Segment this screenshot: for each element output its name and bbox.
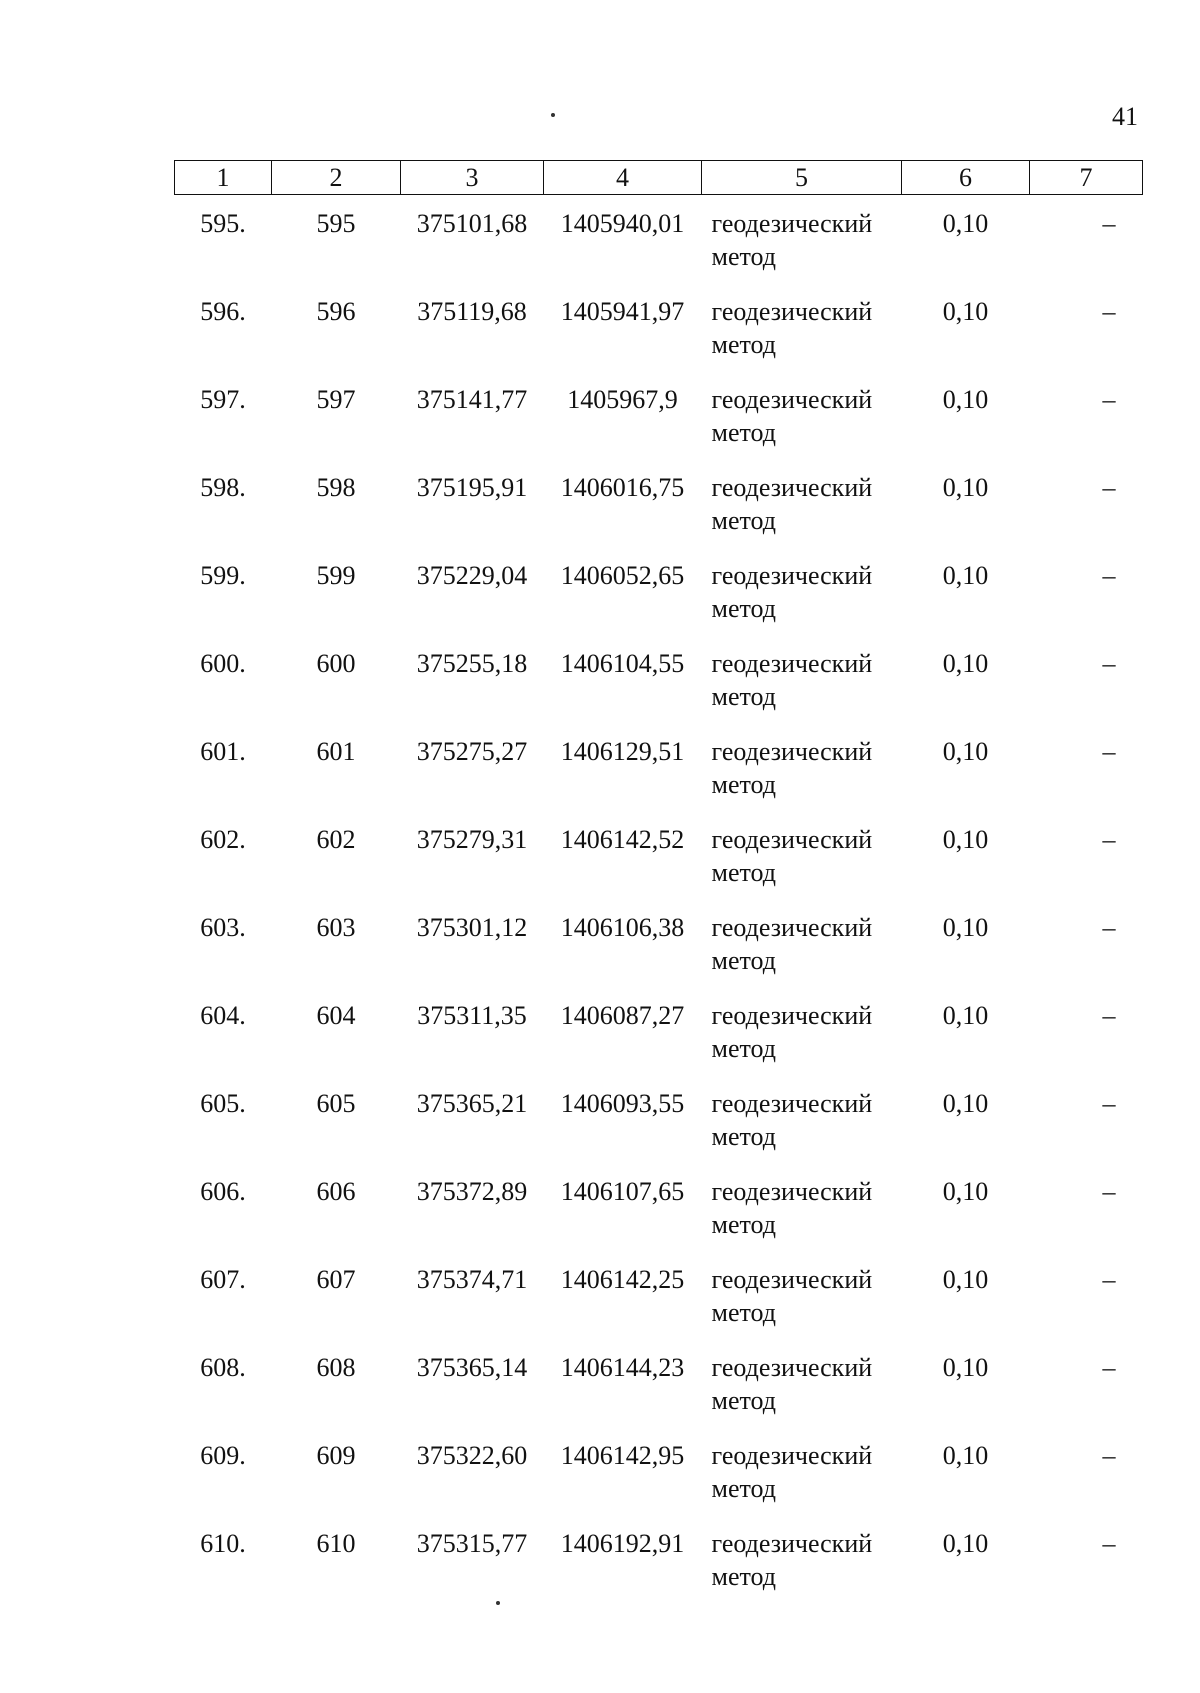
point-number-cell: 603 xyxy=(316,913,356,942)
y-coordinate-cell: 1406129,51 xyxy=(560,737,685,766)
x-coordinate-cell: 375255,18 xyxy=(416,649,528,678)
point-number-cell: 610 xyxy=(316,1529,356,1558)
table-row xyxy=(175,823,1143,911)
point-number-cell: 598 xyxy=(316,473,356,502)
x-coordinate-cell: 375365,21 xyxy=(416,1089,528,1118)
spacer-row xyxy=(175,195,1143,208)
table-row xyxy=(175,1175,1143,1263)
y-coordinate-cell: 1406192,91 xyxy=(560,1529,685,1558)
accuracy-cell: 0,10 xyxy=(942,1001,989,1030)
table-row xyxy=(175,1351,1143,1439)
table-row xyxy=(175,1439,1143,1527)
description-cell: – xyxy=(1102,1353,1116,1382)
table-row xyxy=(175,471,1143,559)
row-number-cell: 607. xyxy=(200,1265,246,1294)
point-number-cell: 596 xyxy=(316,297,356,326)
accuracy-cell: 0,10 xyxy=(942,209,989,238)
x-coordinate-cell: 375301,12 xyxy=(416,913,528,942)
table-row xyxy=(175,647,1143,735)
table-row xyxy=(175,1527,1143,1615)
x-coordinate-cell: 375372,89 xyxy=(416,1177,528,1206)
description-cell: – xyxy=(1102,561,1116,590)
point-number-cell: 599 xyxy=(316,561,356,590)
method-cell: геодезический метод xyxy=(711,737,873,799)
page-number: 41 xyxy=(1112,102,1138,131)
scan-speck xyxy=(551,113,555,117)
method-cell: геодезический метод xyxy=(711,473,873,535)
row-number-cell: 608. xyxy=(200,1353,246,1382)
accuracy-cell: 0,10 xyxy=(942,825,989,854)
row-number-cell: 604. xyxy=(200,1001,246,1030)
x-coordinate-cell: 375315,77 xyxy=(416,1529,528,1558)
method-cell: геодезический метод xyxy=(711,1353,873,1415)
column-header-3: 3 xyxy=(401,161,544,195)
y-coordinate-cell: 1406142,52 xyxy=(560,825,685,854)
y-coordinate-cell: 1406016,75 xyxy=(560,473,685,502)
method-cell: геодезический метод xyxy=(711,561,873,623)
table-row xyxy=(175,1087,1143,1175)
accuracy-cell: 0,10 xyxy=(942,913,989,942)
method-cell: геодезический метод xyxy=(711,209,873,271)
table-row xyxy=(175,735,1143,823)
header-row xyxy=(175,161,1143,195)
method-cell: геодезический метод xyxy=(711,1441,873,1503)
x-coordinate-cell: 375141,77 xyxy=(416,385,528,414)
row-number-cell: 605. xyxy=(200,1089,246,1118)
column-header-6: 6 xyxy=(902,161,1030,195)
x-coordinate-cell: 375275,27 xyxy=(416,737,528,766)
table-row xyxy=(175,559,1143,647)
point-number-cell: 607 xyxy=(316,1265,356,1294)
description-cell: – xyxy=(1102,649,1116,678)
accuracy-cell: 0,10 xyxy=(942,385,989,414)
x-coordinate-cell: 375195,91 xyxy=(416,473,528,502)
point-number-cell: 608 xyxy=(316,1353,356,1382)
x-coordinate-cell: 375279,31 xyxy=(416,825,528,854)
y-coordinate-cell: 1406106,38 xyxy=(560,913,685,942)
x-coordinate-cell: 375229,04 xyxy=(416,561,528,590)
point-number-cell: 605 xyxy=(316,1089,356,1118)
method-cell: геодезический метод xyxy=(711,1529,873,1591)
y-coordinate-cell: 1405941,97 xyxy=(560,297,685,326)
description-cell: – xyxy=(1102,473,1116,502)
table-row xyxy=(175,295,1143,383)
accuracy-cell: 0,10 xyxy=(942,1441,989,1470)
method-cell: геодезический метод xyxy=(711,913,873,975)
accuracy-cell: 0,10 xyxy=(942,297,989,326)
table-row xyxy=(175,383,1143,471)
row-number-cell: 603. xyxy=(200,913,246,942)
description-cell: – xyxy=(1102,1089,1116,1118)
accuracy-cell: 0,10 xyxy=(942,1177,989,1206)
method-cell: геодезический метод xyxy=(711,297,873,359)
point-number-cell: 602 xyxy=(316,825,356,854)
description-cell: – xyxy=(1102,1001,1116,1030)
y-coordinate-cell: 1406107,65 xyxy=(560,1177,685,1206)
description-cell: – xyxy=(1102,1265,1116,1294)
accuracy-cell: 0,10 xyxy=(942,1089,989,1118)
x-coordinate-cell: 375374,71 xyxy=(416,1265,528,1294)
description-cell: – xyxy=(1102,209,1116,238)
x-coordinate-cell: 375322,60 xyxy=(416,1441,528,1470)
row-number-cell: 599. xyxy=(200,561,246,590)
point-number-cell: 597 xyxy=(316,385,356,414)
method-cell: геодезический метод xyxy=(711,1089,873,1151)
description-cell: – xyxy=(1102,1441,1116,1470)
y-coordinate-cell: 1406087,27 xyxy=(560,1001,685,1030)
row-number-cell: 595. xyxy=(200,209,246,238)
row-number-cell: 602. xyxy=(200,825,246,854)
accuracy-cell: 0,10 xyxy=(942,737,989,766)
accuracy-cell: 0,10 xyxy=(942,473,989,502)
table-row xyxy=(175,207,1143,295)
method-cell: геодезический метод xyxy=(711,1265,873,1327)
row-number-cell: 596. xyxy=(200,297,246,326)
description-cell: – xyxy=(1102,913,1116,942)
x-coordinate-cell: 375311,35 xyxy=(417,1001,527,1030)
table-row xyxy=(175,1263,1143,1351)
x-coordinate-cell: 375365,14 xyxy=(416,1353,528,1382)
point-number-cell: 609 xyxy=(316,1441,356,1470)
y-coordinate-cell: 1406093,55 xyxy=(560,1089,685,1118)
accuracy-cell: 0,10 xyxy=(942,1529,989,1558)
y-coordinate-cell: 1406052,65 xyxy=(560,561,685,590)
point-number-cell: 595 xyxy=(316,209,356,238)
description-cell: – xyxy=(1102,737,1116,766)
row-number-cell: 609. xyxy=(200,1441,246,1470)
y-coordinate-cell: 1405967,9 xyxy=(567,385,678,414)
description-cell: – xyxy=(1102,825,1116,854)
x-coordinate-cell: 375101,68 xyxy=(416,209,528,238)
table-body xyxy=(175,195,1143,1616)
accuracy-cell: 0,10 xyxy=(942,1265,989,1294)
table-row xyxy=(175,911,1143,999)
point-number-cell: 604 xyxy=(316,1001,356,1030)
column-header-5: 5 xyxy=(702,161,902,195)
method-cell: геодезический метод xyxy=(711,1177,873,1239)
method-cell: геодезический метод xyxy=(711,825,873,887)
row-number-cell: 597. xyxy=(200,385,246,414)
method-cell: геодезический метод xyxy=(711,649,873,711)
description-cell: – xyxy=(1102,1529,1116,1558)
coordinates-table xyxy=(174,160,1143,1615)
row-number-cell: 606. xyxy=(200,1177,246,1206)
column-header-4: 4 xyxy=(544,161,702,195)
row-number-cell: 598. xyxy=(200,473,246,502)
row-number-cell: 601. xyxy=(200,737,246,766)
y-coordinate-cell: 1406144,23 xyxy=(560,1353,685,1382)
column-header-2: 2 xyxy=(272,161,401,195)
accuracy-cell: 0,10 xyxy=(942,1353,989,1382)
y-coordinate-cell: 1406104,55 xyxy=(560,649,685,678)
accuracy-cell: 0,10 xyxy=(942,649,989,678)
row-number-cell: 610. xyxy=(200,1529,246,1558)
point-number-cell: 601 xyxy=(316,737,356,766)
y-coordinate-cell: 1405940,01 xyxy=(560,209,685,238)
column-header-7: 7 xyxy=(1030,161,1143,195)
row-number-cell: 600. xyxy=(200,649,246,678)
description-cell: – xyxy=(1102,297,1116,326)
y-coordinate-cell: 1406142,95 xyxy=(560,1441,685,1470)
description-cell: – xyxy=(1102,1177,1116,1206)
x-coordinate-cell: 375119,68 xyxy=(417,297,527,326)
point-number-cell: 606 xyxy=(316,1177,356,1206)
table-row xyxy=(175,999,1143,1087)
description-cell: – xyxy=(1102,385,1116,414)
method-cell: геодезический метод xyxy=(711,1001,873,1063)
method-cell: геодезический метод xyxy=(711,385,873,447)
point-number-cell: 600 xyxy=(316,649,356,678)
y-coordinate-cell: 1406142,25 xyxy=(560,1265,685,1294)
column-header-1: 1 xyxy=(175,161,272,195)
accuracy-cell: 0,10 xyxy=(942,561,989,590)
